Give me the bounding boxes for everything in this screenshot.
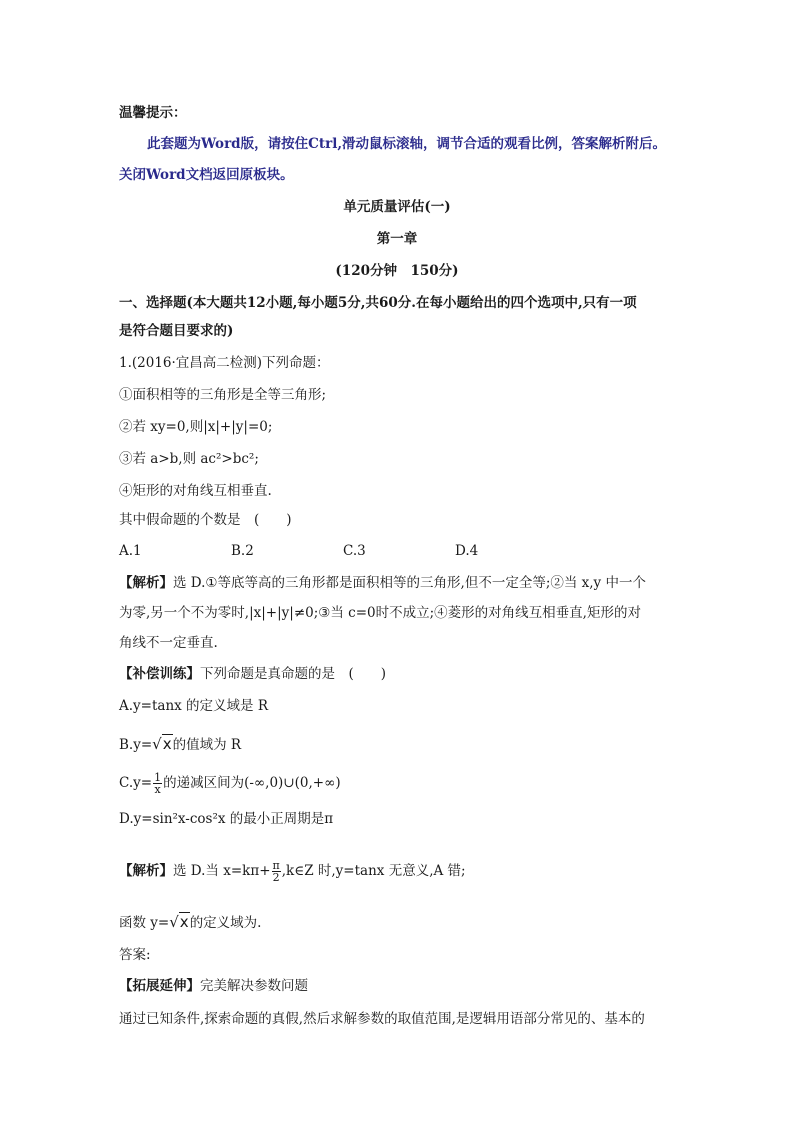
sqrt-symbol-2: √: [169, 913, 179, 931]
q1-item-4: ④矩形的对角线互相垂直.: [119, 483, 272, 499]
tip-line-2: 关闭Word文档返回原板块。: [119, 167, 294, 183]
q1-question: 其中假命题的个数是 ( ): [119, 512, 292, 528]
q1-option-a: A.1: [119, 543, 142, 559]
supplement-option-c: [119, 772, 341, 795]
supplement-analysis-suffix: ,k∈Z 时,y=tanx 无意义,A 错;: [281, 863, 466, 879]
extension-heading: [119, 977, 308, 995]
section-heading-line-1: 一、选择题(本大题共12小题,每小题5分,共60分.在每小题给出的四个选项中,只有一项: [119, 295, 637, 311]
fraction-one-over-x: [153, 772, 162, 795]
tip-line-1: 此套题为Word版，请按住Ctrl,滑动鼠标滚轴，调节合适的观看比例，答案解析附后。: [147, 136, 667, 152]
q1-analysis-line-2: 为零,另一个不为零时,|x|+|y|≠0;③当 c=0时不成立;④菱形的对角线互相垂直,矩形的对: [119, 605, 641, 621]
supplement-analysis-line: [119, 860, 466, 883]
answer-label: 答案:: [119, 947, 151, 963]
q1-option-c: C.3: [343, 543, 366, 559]
q1-analysis-text-1: 选 D.①等底等高的三角形都是面积相等的三角形,但不一定全等;②当 x,y 中一个: [173, 575, 646, 591]
sqrt-radicand-2: x: [179, 913, 189, 931]
q1-item-1: ①面积相等的三角形是全等三角形;: [119, 387, 327, 403]
q1-item-2: ②若 xy=0,则|x|+|y|=0;: [119, 419, 273, 435]
exam-meta: (120分钟 150分): [335, 263, 459, 279]
sqrt-radicand: x: [162, 735, 172, 753]
section-heading-line-2: 是符合题目要求的): [119, 323, 234, 339]
extension-tag: 【拓展延伸】: [119, 978, 200, 994]
supplement-analysis-tag: 【解析】: [119, 863, 173, 879]
supplement-option-a: A.y=tanx 的定义域是 R: [119, 698, 269, 714]
extension-text: 通过已知条件,探索命题的真假,然后求解参数的取值范围,是逻辑用语部分常见的、基本的: [119, 1011, 645, 1027]
option-b-suffix: 的值域为 R: [172, 737, 242, 753]
supplement-tag: 【补偿训练】: [119, 666, 200, 682]
q1-stem: 1.(2016·宜昌高二检测)下列命题：: [119, 355, 330, 371]
supplement-option-b: [119, 735, 241, 754]
function-suffix: 的定义域为.: [189, 915, 262, 931]
chapter-title: 第一章: [376, 231, 418, 247]
fraction-numerator: 1: [154, 771, 162, 784]
option-c-prefix: C.y=: [119, 775, 153, 791]
tip-label: 温馨提示：: [119, 105, 187, 121]
q1-analysis-line-1: [119, 574, 646, 592]
supplement-stem: 下列命题是真命题的是 ( ): [200, 666, 387, 682]
sqrt-symbol: √: [152, 735, 162, 753]
fraction-pi-denominator: 2: [272, 871, 280, 884]
extension-title: 完美解决参数问题: [200, 978, 308, 994]
option-b-prefix: B.y=: [119, 737, 153, 753]
supplement-option-d: D.y=sin²x-cos²x 的最小正周期是π: [119, 811, 334, 827]
q1-option-d: D.4: [455, 543, 479, 559]
q1-item-3: ③若 a>b,则 ac²>bc²;: [119, 451, 259, 467]
supplement-analysis-prefix: 选 D.当 x=kπ+: [173, 863, 271, 879]
fraction-pi-over-2: [272, 860, 281, 883]
fraction-pi-numerator: π: [272, 859, 280, 872]
q1-option-b: B.2: [231, 543, 254, 559]
fraction-denominator: x: [154, 783, 161, 796]
page-title: 单元质量评估(一): [343, 199, 451, 215]
q1-analysis-line-3: 角线不一定垂直.: [119, 635, 218, 651]
function-domain-line: [119, 913, 261, 932]
q1-analysis-tag: 【解析】: [119, 575, 173, 591]
option-c-suffix: 的递减区间为(-∞,0)∪(0,+∞): [163, 775, 341, 791]
function-prefix: 函数 y=: [119, 915, 170, 931]
supplement-stem-line: [119, 665, 386, 683]
